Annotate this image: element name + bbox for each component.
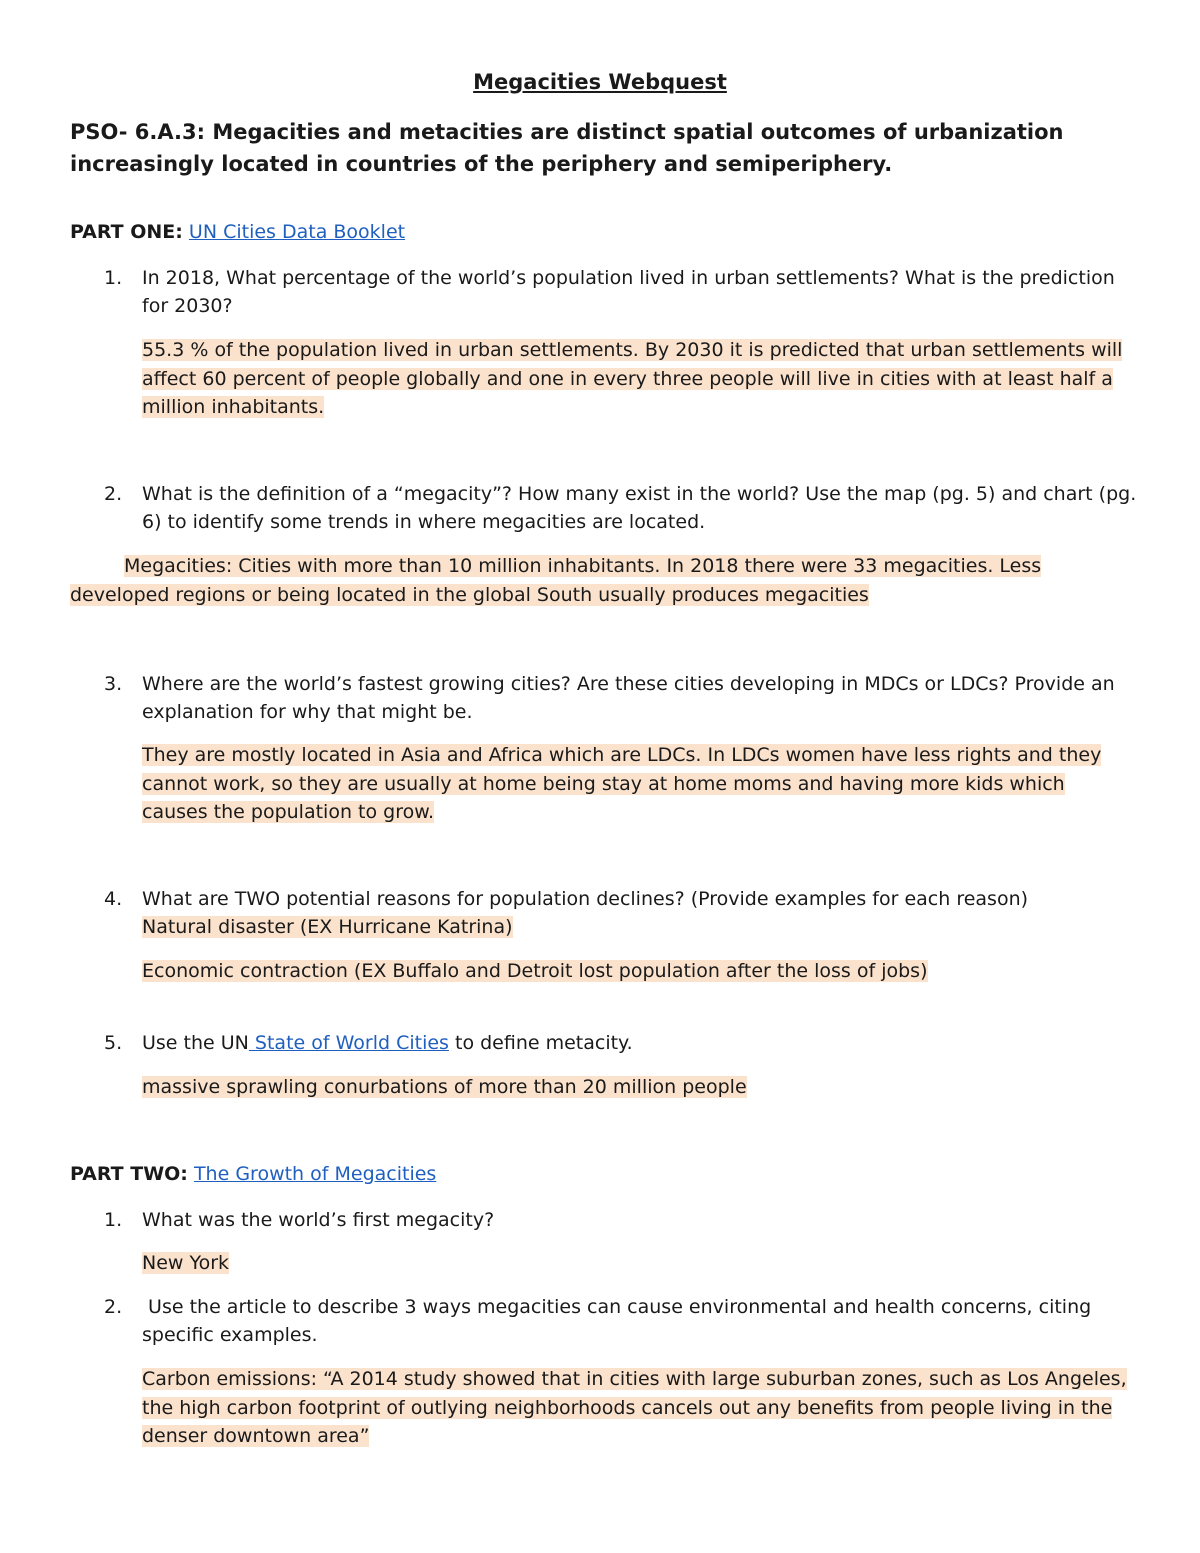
question-text: What is the definition of a “megacity”? How many exist in the world? Use the map (pg. 5) and chart (pg. 6) to identify some trends in where megacities are located. xyxy=(142,483,1137,533)
answer-text: New York xyxy=(142,1252,230,1274)
question-text: What was the world’s first megacity? xyxy=(142,1209,495,1231)
answer-block xyxy=(70,552,1130,609)
answer-block xyxy=(142,1365,1132,1451)
answer-text: Natural disaster (EX Hurricane Katrina) xyxy=(142,916,513,938)
part-one-label: PART ONE: xyxy=(70,221,183,243)
answer-text: massive sprawling conurbations of more than 20 million people xyxy=(142,1076,747,1098)
answer-text: 55.3 % of the population lived in urban settlements. By 2030 it is predicted that urban settlements will affect 60 percent of people globally and one in every three people will live in cities with at least half a million inhabitants. xyxy=(142,339,1123,418)
question-text-before: Use the UN xyxy=(142,1032,249,1054)
answer-block xyxy=(142,913,1132,942)
question-text: Where are the world’s fastest growing cities? Are these cities developing in MDCs or LDCs? Provide an explanation for why that might be. xyxy=(142,673,1115,723)
question-number: 3. xyxy=(104,673,123,695)
answer-block xyxy=(142,957,1132,986)
growth-of-megacities-link[interactable]: The Growth of Megacities xyxy=(193,1163,437,1185)
question-text: What are TWO potential reasons for population declines? (Provide examples for each reason) xyxy=(142,888,1029,910)
question-text: In 2018, What percentage of the world’s population lived in urban settlements? What is the prediction for 2030? xyxy=(142,267,1115,317)
part-one-heading xyxy=(70,221,405,243)
answer-text: Megacities: Cities with more than 10 million inhabitants. In 2018 there were 33 megacities. Less developed regions or being located in the global South usually produces megacities xyxy=(70,555,1042,606)
answer-text: Economic contraction (EX Buffalo and Detroit lost population after the loss of jobs) xyxy=(142,960,928,982)
part-two-label: PART TWO: xyxy=(70,1163,188,1185)
page-title: Megacities Webquest xyxy=(473,70,727,94)
answer-block xyxy=(142,1249,1132,1278)
pso-statement: PSO- 6.A.3: Megacities and metacities are distinct spatial outcomes of urbanization increasingly located in countries of the periphery and semiperiphery. xyxy=(70,120,1064,176)
answer-text: Carbon emissions: “A 2014 study showed that in cities with large suburban zones, such as Los Angeles, the high carbon footprint of outlying neighborhoods cancels out any benefits from people living in the denser downtown area” xyxy=(142,1368,1127,1447)
answer-block xyxy=(142,1073,1132,1102)
un-cities-data-booklet-link[interactable]: UN Cities Data Booklet xyxy=(188,221,406,243)
question-number: 2. xyxy=(104,1296,123,1318)
part-two-heading xyxy=(70,1163,436,1185)
answer-block xyxy=(142,336,1132,422)
answer-block xyxy=(142,741,1132,827)
question-text-after: to define metacity. xyxy=(448,1032,633,1054)
question-number: 4. xyxy=(104,888,123,910)
state-of-world-cities-link[interactable]: State of World Cities xyxy=(248,1032,449,1054)
question-number: 1. xyxy=(104,267,123,289)
question-text: Use the article to describe 3 ways megacities can cause environmental and health concerns, citing specific examples. xyxy=(142,1296,1098,1346)
question-text xyxy=(142,1029,1142,1057)
question-number: 1. xyxy=(104,1209,123,1231)
question-number: 5. xyxy=(104,1032,123,1054)
answer-text: They are mostly located in Asia and Africa which are LDCs. In LDCs women have less rights and they cannot work, so they are usually at home being stay at home moms and having more kids which causes the population to grow. xyxy=(142,744,1102,823)
question-number: 2. xyxy=(104,483,123,505)
